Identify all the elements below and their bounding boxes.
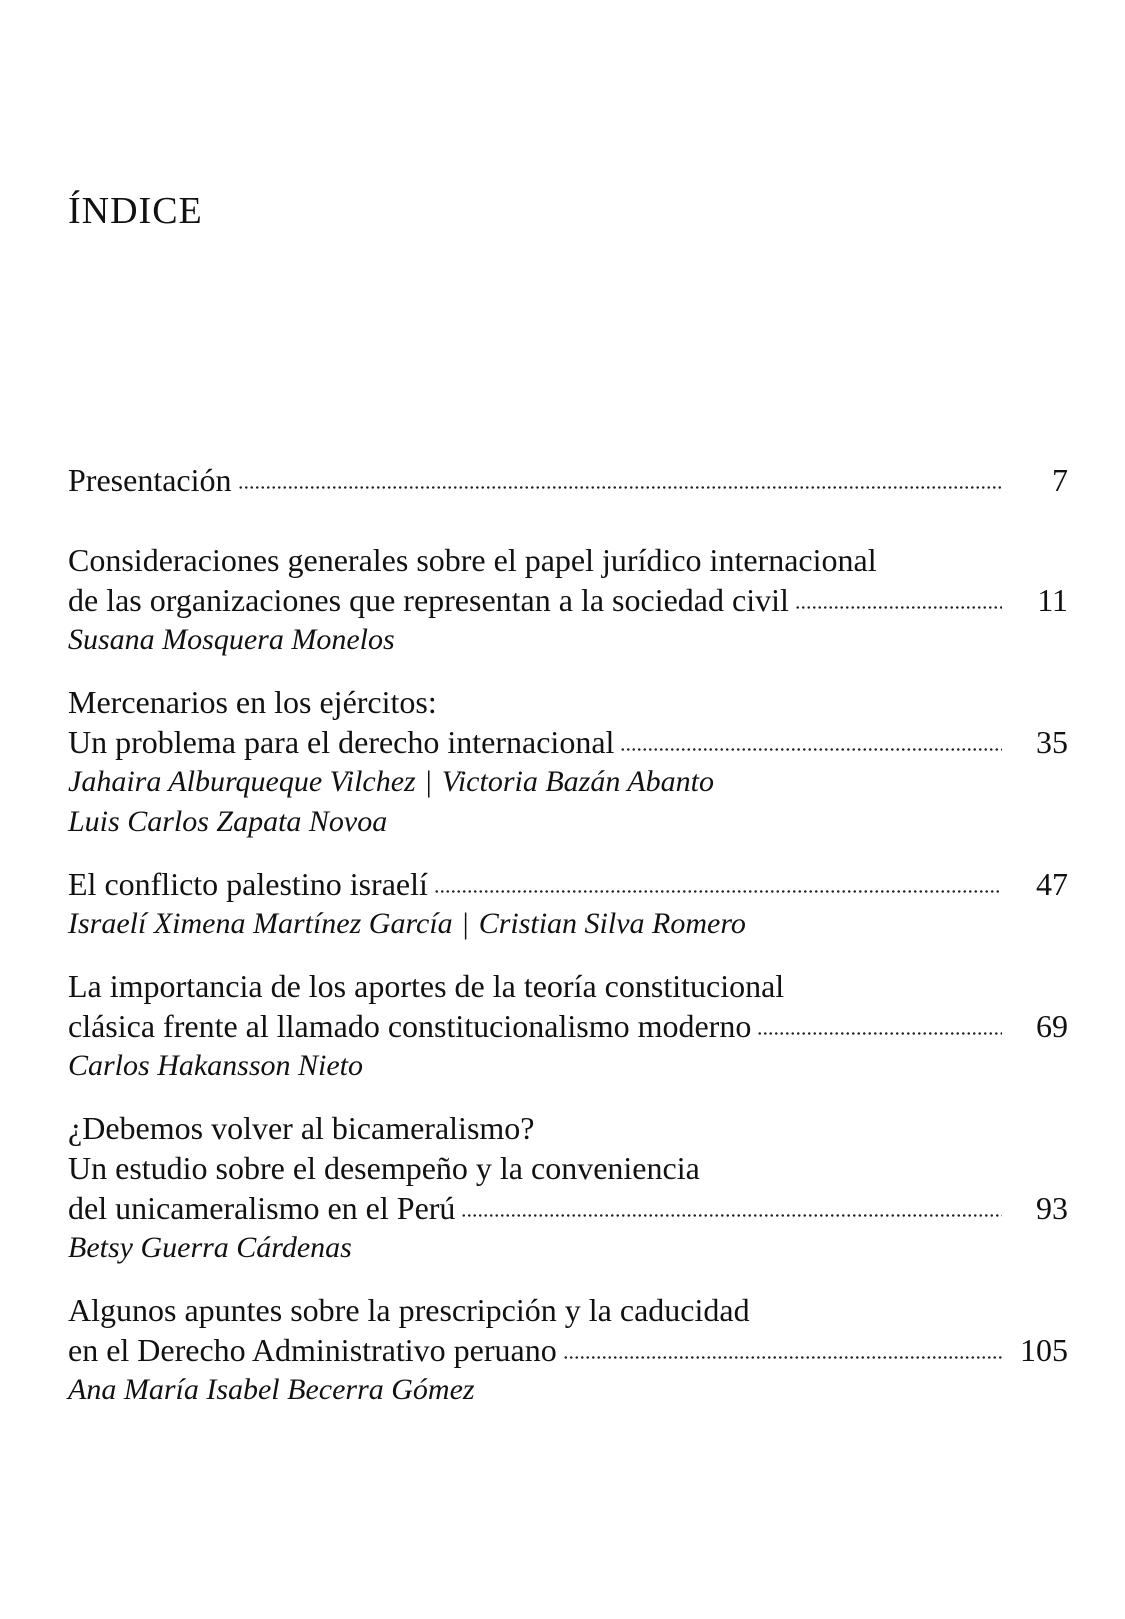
entry-title-line: Consideraciones generales sobre el papel jurídico internacional (68, 542, 877, 578)
author-name: Susana Mosquera Monelos (68, 623, 395, 656)
entry-authors (68, 904, 1068, 944)
toc-entry (68, 864, 1068, 944)
toc-entry (68, 540, 1068, 660)
author-name: Luis Carlos Zapata Novoa (68, 805, 388, 838)
dot-leader (620, 746, 1002, 753)
dot-leader (757, 1030, 1002, 1037)
page-number: 11 (1037, 582, 1068, 618)
entry-authors (68, 762, 1068, 802)
entry-title-line: Un estudio sobre el desempeño y la conveniencia (68, 1150, 700, 1186)
page-number: 69 (1036, 1008, 1068, 1044)
entry-title-line: Mercenarios en los ejércitos: (68, 684, 437, 720)
dot-leader (461, 1212, 1002, 1219)
entry-title-text: del unicameralismo en el Perú (68, 1190, 456, 1226)
dot-leader (238, 484, 1003, 491)
toc-entry (68, 1108, 1068, 1268)
toc-entry (68, 1290, 1068, 1410)
toc-entry (68, 682, 1068, 842)
dot-leader (434, 888, 1002, 895)
page-number: 105 (1020, 1332, 1068, 1368)
entry-title-line: Algunos apuntes sobre la prescripción y la caducidad (68, 1292, 750, 1328)
page-number: 93 (1036, 1190, 1068, 1226)
entry-title-last-line (68, 460, 1068, 500)
entry-title-line: ¿Debemos volver al bicameralismo? (68, 1110, 535, 1146)
entry-title-text: en el Derecho Administrativo peruano (68, 1332, 557, 1368)
author-separator: | (462, 907, 469, 940)
page-number: 7 (1052, 462, 1068, 498)
entry-authors (68, 802, 1068, 842)
author-name: Betsy Guerra Cárdenas (68, 1231, 352, 1264)
page-number: 47 (1036, 866, 1068, 902)
author-name: Jahaira Alburqueque Vilchez (68, 765, 416, 798)
toc-entry (68, 966, 1068, 1086)
author-name: Carlos Hakansson Nieto (68, 1049, 364, 1082)
entry-title-text: Un problema para el derecho internacional (68, 724, 615, 760)
entry-title-last-line (68, 864, 1068, 904)
entry-authors (68, 620, 1068, 660)
entry-title-line: La importancia de los aportes de la teoría constitucional (68, 968, 785, 1004)
entry-title-last-line (68, 1330, 1068, 1370)
entry-title-text: El conflicto palestino israelí (68, 866, 428, 902)
table-of-contents (68, 460, 1068, 1432)
entry-title-last-line (68, 580, 1068, 620)
entry-title-text: de las organizaciones que representan a la sociedad civil (68, 582, 789, 618)
dot-leader (563, 1354, 1002, 1361)
author-name: Israelí Ximena Martínez García (68, 907, 453, 940)
entry-title-text: Presentación (68, 462, 232, 498)
entry-title-last-line (68, 722, 1068, 762)
entry-authors (68, 1370, 1068, 1410)
page-number: 35 (1036, 724, 1068, 760)
page-title: ÍNDICE (68, 190, 203, 232)
entry-authors (68, 1046, 1068, 1086)
dot-leader (795, 604, 1002, 611)
entry-authors (68, 1228, 1068, 1268)
author-name: Cristian Silva Romero (478, 907, 746, 940)
author-name: Ana María Isabel Becerra Gómez (68, 1373, 475, 1406)
entry-title-last-line (68, 1006, 1068, 1046)
author-separator: | (425, 765, 432, 798)
entry-title-last-line (68, 1188, 1068, 1228)
entry-title-text: clásica frente al llamado constitucionalismo moderno (68, 1008, 752, 1044)
author-name: Victoria Bazán Abanto (441, 765, 714, 798)
toc-entry (68, 460, 1068, 500)
